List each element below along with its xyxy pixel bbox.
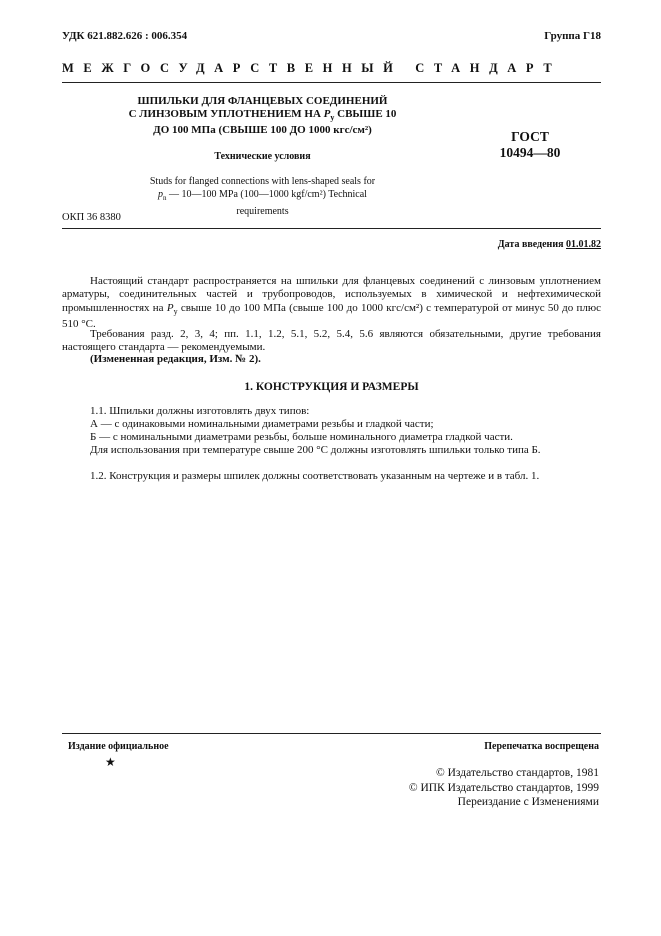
- title-line-1: ШПИЛЬКИ ДЛЯ ФЛАНЦЕВЫХ СОЕДИНЕНИЙ: [137, 95, 388, 107]
- clause-1-1: 1.1. Шпильки должны изготовлять двух типов:: [90, 405, 310, 417]
- gost-number: 10494—80: [499, 145, 561, 160]
- okp-code: ОКП 36 8380: [62, 212, 121, 223]
- copyright-1999: © ИПК Издательство стандартов, 1999: [408, 781, 599, 794]
- group-code: Группа Г18: [544, 30, 601, 42]
- reissue-note: Переиздание с Изменениями: [457, 796, 599, 808]
- amendment-note: (Измененная редакция, Изм. № 2).: [90, 353, 261, 365]
- clause-1-2: 1.2. Конструкция и размеры шпилек должны соответствовать указанным на чертеже и в табл. 1.: [90, 470, 540, 482]
- footer-rule: [62, 733, 601, 734]
- interstate-standard-banner: МЕЖГОСУДАРСТВЕННЫЙ СТАНДАРТ: [62, 61, 562, 75]
- star-icon: ★: [105, 755, 116, 769]
- reprint-prohibited-label: Перепечатка воспрещена: [484, 741, 599, 752]
- copyright-block: [330, 766, 599, 810]
- temperature-note: Для использования при температуре свыше 200 °С должны изготовлять шпильки только типа Б.: [90, 444, 541, 456]
- intro-paragraph-2: Требования разд. 2, 3, 4; пп. 1.1, 1.2, 5.1, 5.2, 5.4, 5.6 являются обязательными, другие требования настоящего стандарта — рекомендуемыми.: [62, 328, 601, 354]
- technical-conditions-subtitle: Технические условия: [214, 151, 311, 162]
- standard-title: [95, 95, 430, 137]
- udk-code: УДК 621.882.626 : 006.354: [62, 30, 188, 42]
- title-line-3: ДО 100 МПа (СВЫШЕ 100 ДО 1000 кгс/см²): [153, 124, 372, 137]
- gost-designation: [480, 129, 580, 161]
- gost-label: ГОСТ: [511, 129, 549, 144]
- title-line-2: С ЛИНЗОВЫМ УПЛОТНЕНИЕМ НА $P_y$ СВЫШЕ 10: [128, 108, 397, 123]
- banner-rule: [62, 82, 601, 83]
- copyright-1981: © Издательство стандартов, 1981: [435, 767, 599, 779]
- effective-date: Дата введения 01.01.82: [497, 239, 601, 250]
- english-title: Studs for flanged connections with lens-shaped seals for $p_n$ — 10—100 MPa (100—1000 kgf/cm²) Technical requirements: [149, 176, 376, 217]
- type-a: А — с одинаковыми номинальными диаметрами резьбы и гладкой части;: [90, 418, 434, 430]
- type-b: Б — с номинальными диаметрами резьбы, больше номинального диаметра гладкой части.: [90, 431, 513, 443]
- intro-paragraph-1: Настоящий стандарт распространяется на шпильки для фланцевых соединений с линзовым уплотнением арматуры, соединительных частей и трубопроводов, используемых в химической и нефтехимической промышленностях на $P_y$ свыше 10 до 100 МПа (свыше 100 до 1000 кгс/см²) с температурой от минус 50 до плюс 510 °С.: [62, 275, 601, 331]
- header-rule: [62, 228, 601, 229]
- section-1-heading: 1. КОНСТРУКЦИЯ И РАЗМЕРЫ: [244, 381, 419, 393]
- official-edition-label: Издание официальное: [68, 741, 169, 752]
